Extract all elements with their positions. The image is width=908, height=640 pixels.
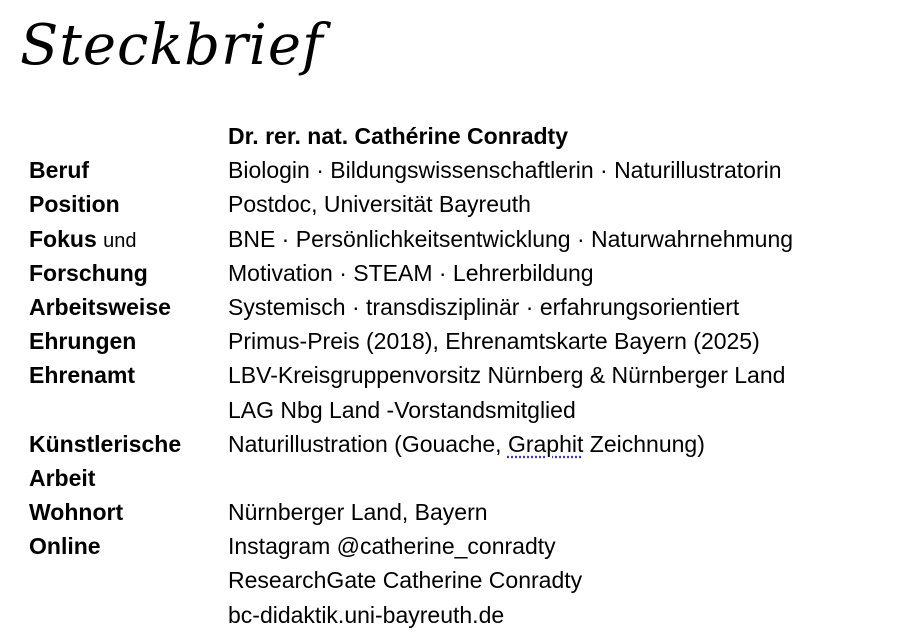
profile-row-forschung <box>0 256 908 290</box>
profile-row-fokus <box>0 222 908 256</box>
row-label: Ehrenamt <box>29 362 136 388</box>
row-label: Arbeit <box>29 465 96 491</box>
row-value: LBV-Kreisgruppenvorsitz Nürnberg & Nürnberger Land <box>228 362 786 388</box>
row-value: Postdoc, Universität Bayreuth <box>228 191 531 217</box>
profile-row-arbeit <box>0 461 908 495</box>
profile-row-arbeitsweise <box>0 290 908 324</box>
row-value: LAG Nbg Land -Vorstandsmitglied <box>228 397 576 423</box>
row-value: Systemisch · transdisziplinär · erfahrungsorientiert <box>228 294 740 320</box>
row-label: Künstlerische <box>29 431 182 457</box>
row-value: Primus-Preis (2018), Ehrenamtskarte Bayern (2025) <box>228 328 760 354</box>
row-value: Nürnberger Land, Bayern <box>228 499 488 525</box>
row-label-group <box>29 222 137 258</box>
profile-row-online <box>0 529 908 563</box>
profile-row-ehrungen <box>0 324 908 358</box>
profile-row-wohnort <box>0 495 908 529</box>
row-label: Forschung <box>29 260 148 286</box>
profile-row-online-cont <box>0 563 908 597</box>
profile-row-beruf <box>0 153 908 187</box>
person-name: Dr. rer. nat. Cathérine Conradty <box>228 123 568 149</box>
row-label-suffix: und <box>103 230 137 252</box>
researchgate-profile: ResearchGate Catherine Conradty <box>228 567 583 593</box>
instagram-handle: Instagram @catherine_conradty <box>228 533 556 559</box>
row-value <box>228 427 705 461</box>
row-value-part: Zeichnung) <box>583 431 705 457</box>
profile-row-ehrenamt <box>0 358 908 392</box>
profile-row-kuenstlerisch <box>0 427 908 461</box>
row-label: Fokus <box>29 226 97 252</box>
row-value: BNE · Persönlichkeitsentwicklung · Naturwahrnehmung <box>228 226 794 252</box>
row-label: Arbeitsweise <box>29 294 171 320</box>
website-url: bc-didaktik.uni-bayreuth.de <box>228 602 505 628</box>
profile-row-ehrenamt-cont <box>0 393 908 427</box>
row-value: Biologin · Bildungswissenschaftlerin · Naturillustratorin <box>228 157 782 183</box>
name-row <box>0 119 908 153</box>
row-value-part: Naturillustration (Gouache, <box>228 431 508 457</box>
row-label: Position <box>29 191 120 217</box>
row-label: Beruf <box>29 157 90 183</box>
row-label: Ehrungen <box>29 328 137 354</box>
page-title: Steckbrief <box>20 13 324 78</box>
row-label: Wohnort <box>29 499 124 525</box>
spellcheck-flagged-word: Graphit <box>507 431 584 457</box>
profile-row-online-cont <box>0 598 908 632</box>
row-label: Online <box>29 533 101 559</box>
row-value: Motivation · STEAM · Lehrerbildung <box>228 260 594 286</box>
profile-row-position <box>0 187 908 221</box>
